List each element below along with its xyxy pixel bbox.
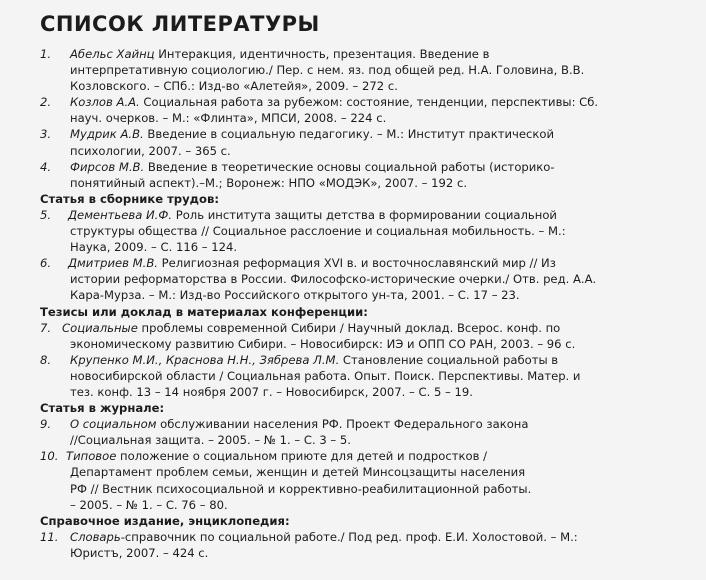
reference-line: [70, 416, 528, 432]
reference-line: [60, 207, 566, 223]
reference-line-text: новосибирской области / Социальная работа. Опыт. Поиск. Перспективы. Матер. и: [70, 368, 581, 383]
reference-line: [70, 352, 580, 368]
reference-text: [70, 46, 584, 94]
reference-entry: [40, 320, 700, 352]
reference-line-text: Религиозная реформация XVI в. и восточнославянский мир // Из: [157, 256, 556, 271]
reference-entry: [40, 207, 700, 255]
reference-line-text: Департамент проблем семьи, женщин и детей Минсоцзащиты населения: [70, 465, 526, 480]
reference-text: [66, 448, 531, 512]
section-heading: Справочное издание, энциклопедия:: [40, 513, 290, 528]
reference-line-text: -справочник по социальной работе./ Под ред. проф. Е.И. Холостовой. – М.:: [120, 529, 578, 544]
reference-author: Мудрик А.В.: [70, 127, 144, 142]
reference-text: [60, 255, 596, 303]
reference-line: [70, 432, 528, 448]
reference-line: [70, 545, 578, 561]
reference-line-text: Интеракция, идентичность, презентация. Введение в: [154, 47, 490, 61]
reference-line: [60, 255, 596, 271]
reference-line: [56, 320, 575, 336]
reference-line: [70, 287, 596, 303]
reference-entry: [40, 448, 700, 512]
reference-line-text: Наука, 2009. – С. 116 – 124.: [70, 240, 238, 255]
reference-line-text: Введение в теоретические основы социальной работы (историко-: [144, 159, 555, 174]
reference-line-text: Роль института защиты детства в формировании социальной: [172, 207, 557, 222]
reference-line-text: интерпретативную социологию./ Пер. с нем. яз. под общей ред. Н.А. Головина, В.В.: [70, 63, 585, 78]
reference-number: 2.: [40, 95, 52, 110]
reference-line: [70, 94, 598, 110]
reference-number: 8.: [40, 352, 52, 367]
reference-entry: [40, 416, 700, 448]
reference-line: [70, 143, 554, 159]
reference-line-text: психологии, 2007. – 365 с.: [70, 143, 231, 158]
reference-line: [70, 464, 531, 480]
reference-line-text: понятийный аспект).–М.; Воронеж: НПО «МОДЭК», 2007. – 192 с.: [70, 175, 468, 190]
reference-number: 10.: [40, 449, 59, 464]
reference-text: [56, 320, 575, 352]
reference-line-text: обслуживании населения РФ. Проект Федерального закона: [156, 417, 529, 432]
reference-number: 1.: [40, 47, 52, 61]
reference-author: Словарь: [70, 529, 121, 544]
reference-number: 6.: [40, 256, 52, 271]
reference-number: 3.: [40, 127, 52, 142]
reference-line-text: Становление социальной работы в: [339, 352, 559, 367]
reference-line: [70, 62, 584, 78]
reference-text: [60, 207, 566, 255]
reference-line: [70, 159, 555, 175]
reference-line-text: //Социальная защита. – 2005. – № 1. – С. 3 – 5.: [70, 433, 351, 448]
reference-author: Дмитриев М.В.: [68, 256, 158, 271]
reference-entry: [40, 352, 700, 400]
reference-line-text: экономическому развитию Сибири. – Новосибирск: ИЭ и ОПП СО РАН, 2003. – 96 с.: [70, 336, 576, 351]
reference-number: 7.: [40, 320, 52, 335]
reference-line: [70, 46, 584, 62]
reference-line: [66, 448, 531, 464]
reference-line-text: тез. конф. 13 – 14 ноября 2007 г. – Новосибирск, 2007. – С. 5 – 19.: [70, 384, 473, 399]
page-title: СПИСОК ЛИТЕРАТУРЫ: [40, 12, 320, 36]
reference-line: [70, 175, 555, 191]
reference-number: 5.: [40, 207, 52, 222]
reference-line: [70, 368, 580, 384]
reference-entry: [40, 255, 700, 303]
reference-line-text: Юристъ, 2007. – 424 с.: [70, 545, 209, 560]
reference-line: [70, 239, 566, 255]
section-heading: Статья в сборнике трудов:: [40, 191, 219, 206]
reference-line-text: Введение в социальную педагогику. – М.: Институт практической: [143, 127, 554, 142]
reference-line-text: положение о социальном приюте для детей и подростков /: [116, 449, 488, 464]
reference-line-text: науч. очерков. – М.: «Флинта», МПСИ, 2008. – 224 с.: [70, 111, 387, 126]
reference-author: Типовое: [66, 449, 117, 464]
reference-line-text: структуры общества // Социальное расслоение и социальная мобильность. – М.:: [70, 224, 566, 239]
reference-line-text: проблемы современной Сибири / Научный доклад. Всерос. конф. по: [137, 320, 561, 335]
reference-line: [70, 110, 598, 126]
reference-line: [70, 481, 531, 497]
reference-entry: [40, 94, 700, 126]
section-heading: Тезисы или доклад в материалах конференции:: [40, 304, 368, 319]
reference-author: Дементьева И.Ф.: [68, 207, 173, 222]
reference-line-text: – 2005. – № 1. – С. 76 – 80.: [70, 497, 228, 512]
reference-line: [70, 497, 531, 513]
reference-text: [70, 529, 578, 561]
reference-number: 9.: [40, 417, 52, 432]
reference-line: [70, 78, 584, 94]
reference-line: [70, 336, 575, 352]
reference-line: [70, 271, 596, 287]
section-heading: Статья в журнале:: [40, 401, 165, 416]
reference-entry: [40, 529, 700, 561]
reference-author: Козлов А.А.: [70, 95, 140, 110]
reference-text: [70, 94, 598, 126]
reference-line: [70, 529, 578, 545]
reference-text: [70, 416, 528, 448]
reference-line: [70, 223, 566, 239]
reference-line: [70, 126, 554, 142]
reference-author: О социальном: [70, 417, 157, 432]
reference-number: 4.: [40, 159, 52, 174]
reference-line-text: Социальная работа за рубежом: состояние, тенденции, перспективы: Сб.: [139, 95, 599, 110]
reference-text: [70, 159, 555, 191]
reference-entry: [40, 46, 700, 94]
reference-author: Социальные: [62, 320, 138, 335]
reference-line-text: истории реформаторства в России. Философско-исторические очерки./ Отв. ред. А.А.: [70, 272, 597, 287]
reference-text: [70, 352, 580, 400]
reference-author: Крупенко М.И., Краснова Н.Н., Зябрева Л.М.: [70, 352, 340, 367]
reference-line-text: РФ // Вестник психосоциальной и коррективно-реабилитационной работы.: [70, 481, 532, 496]
reference-line: [70, 384, 580, 400]
reference-list: [40, 46, 700, 561]
reference-entry: [40, 159, 700, 191]
reference-entry: [40, 126, 700, 158]
reference-text: [70, 126, 554, 158]
reference-author: Фирсов М.В.: [70, 159, 145, 174]
reference-number: 11.: [40, 529, 59, 544]
reference-author: Абельс Хайнц: [70, 47, 155, 61]
reference-line-text: Козловского. – СПб.: Изд-во «Алетейя», 2009. – 272 с.: [70, 79, 398, 94]
reference-line-text: Кара-Мурза. – М.: Изд-во Российского открытого ун-та, 2001. – С. 17 – 23.: [70, 288, 520, 303]
